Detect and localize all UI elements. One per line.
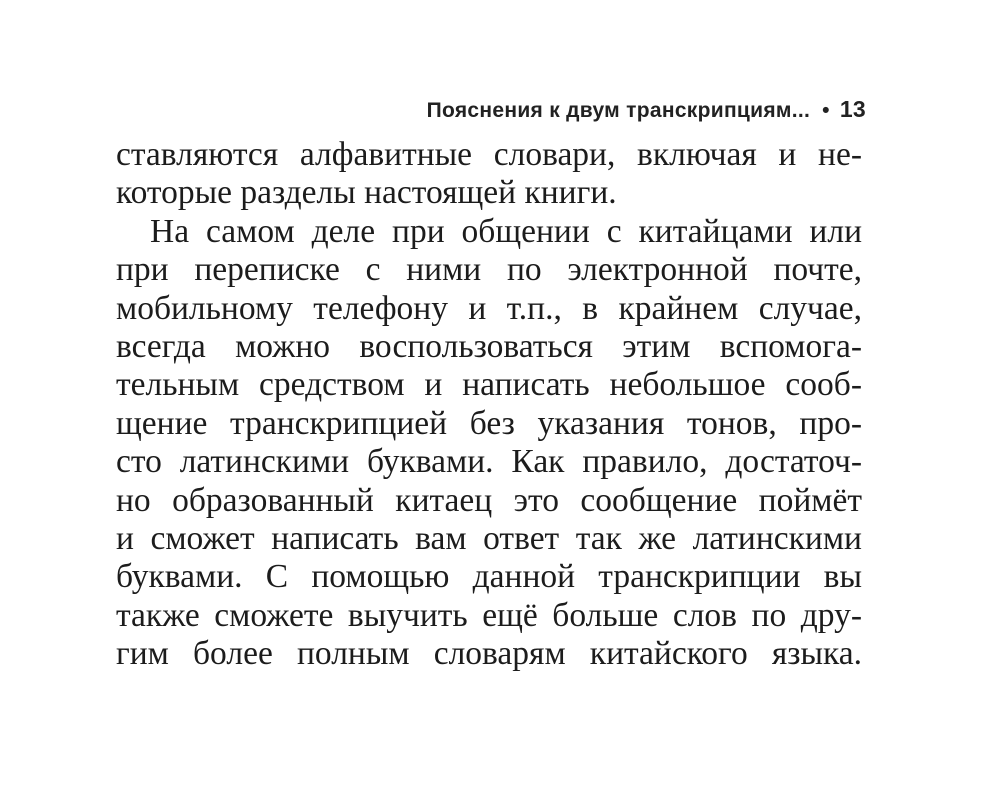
paragraph-1 — [116, 136, 862, 213]
text-line: На самом деле при общении с китайцами или — [150, 212, 862, 250]
paragraph-2 — [116, 213, 862, 674]
text-line: мобильному телефону и т.п., в крайнем случае, — [116, 289, 862, 327]
text-line: сто латинскими буквами. Как правило, достаточ- — [116, 443, 862, 481]
running-head — [340, 96, 866, 123]
text-line: буквами. С помощью данной транскрипции вы — [116, 558, 862, 596]
text-line: но образованный китаец это сообщение поймёт — [116, 481, 862, 519]
text-line: и сможет написать вам ответ так же латинскими — [116, 519, 862, 557]
bullet-separator: • — [822, 99, 830, 122]
text-line: гим более полным словарям китайского языка. — [116, 635, 862, 673]
text-line: при переписке с ними по электронной почте, — [116, 251, 862, 289]
text-line: также сможете выучить ещё больше слов по дру- — [116, 596, 862, 634]
body-text — [116, 136, 862, 673]
page-number: 13 — [839, 96, 866, 122]
text-line: которые разделы настоящей книги. — [116, 174, 617, 212]
text-line: тельным средством и написать небольшое сооб- — [116, 366, 862, 404]
text-line: всегда можно воспользоваться этим вспомога- — [116, 327, 862, 365]
text-line: ставляются алфавитные словари, включая и не- — [116, 136, 862, 173]
text-line: щение транскрипцией без указания тонов, про- — [116, 404, 862, 442]
running-head-title: Пояснения к двум транскрипциям... — [426, 99, 811, 122]
